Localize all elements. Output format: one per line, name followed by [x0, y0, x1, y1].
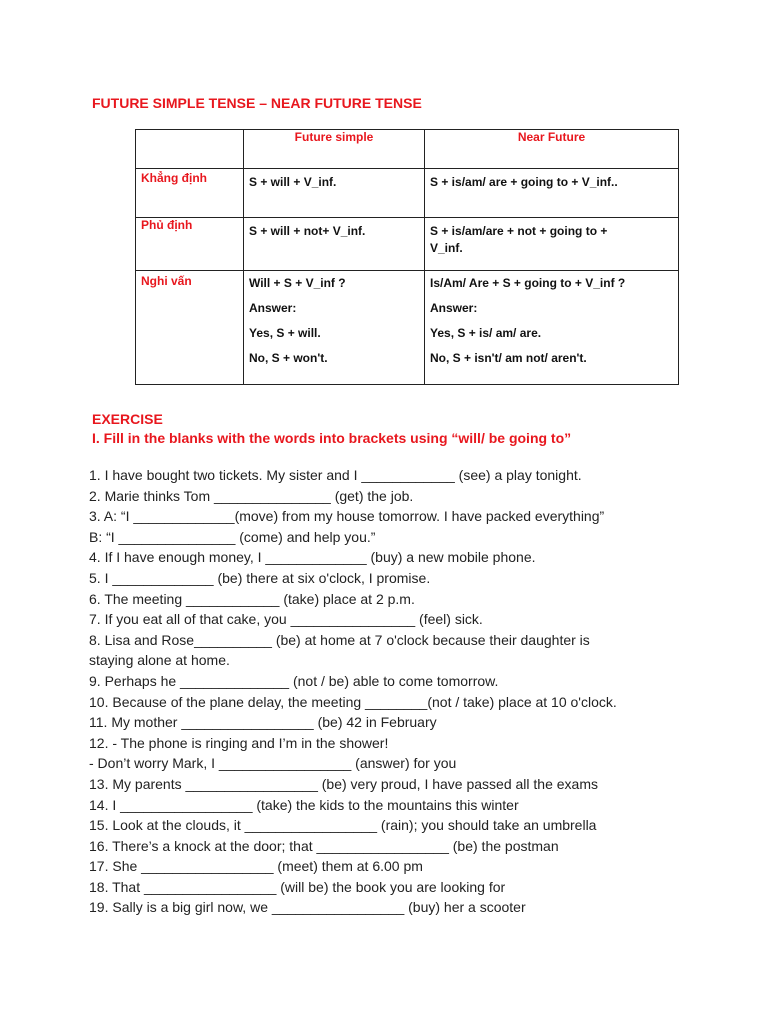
- cell-near-future-question: [425, 271, 679, 385]
- exercise-line: 6. The meeting ____________ (take) place at 2 p.m.: [89, 590, 415, 607]
- exercise-line: - Don’t worry Mark, I _________________ (answer) for you: [89, 755, 457, 772]
- table-row-negative: [136, 218, 679, 271]
- exercise-line: 11. My mother _________________ (be) 42 in February: [89, 714, 437, 731]
- exercise-line: 4. If I have enough money, I _____________ (buy) a new mobile phone.: [89, 549, 536, 566]
- exercise-line: 13. My parents _________________ (be) very proud, I have passed all the exams: [89, 775, 598, 792]
- exercise-line: 3. A: “I _____________(move) from my house tomorrow. I have packed everything”: [89, 508, 605, 525]
- exercise-line: 18. That _________________ (will be) the book you are looking for: [89, 878, 506, 895]
- exercise-heading: EXERCISE: [92, 411, 163, 427]
- row-label-affirmative: Khẳng định: [136, 169, 244, 218]
- exercise-line: 8. Lisa and Rose__________ (be) at home at 7 o'clock because their daughter is: [89, 631, 590, 648]
- cell-future-simple-affirmative: [244, 169, 425, 218]
- header-near-future: Near Future: [425, 130, 679, 169]
- row-label-negative: Phủ định: [136, 218, 244, 271]
- cell-future-simple-question: [244, 271, 425, 385]
- exercise-line: staying alone at home.: [89, 652, 230, 669]
- exercise-line: 12. - The phone is ringing and I’m in the shower!: [89, 734, 389, 751]
- exercise-line: 19. Sally is a big girl now, we _________________ (buy) her a scooter: [89, 899, 526, 916]
- exercise-line: 10. Because of the plane delay, the meeting ________(not / take) place at 10 o'clock.: [89, 693, 617, 710]
- formula-line: Yes, S + is/ am/ are.: [430, 326, 542, 340]
- cell-near-future-negative: [425, 218, 679, 271]
- table-row-question: [136, 271, 679, 385]
- table-header-row: [136, 130, 679, 169]
- formula-line: No, S + won't.: [249, 351, 328, 365]
- formula-line: S + will + not+ V_inf.: [249, 224, 366, 238]
- header-future-simple: Future simple: [244, 130, 425, 169]
- formula-line: No, S + isn't/ am not/ aren't.: [430, 351, 587, 365]
- exercise-line: 7. If you eat all of that cake, you ________________ (feel) sick.: [89, 611, 483, 628]
- row-label-question: Nghi vấn: [136, 271, 244, 385]
- formula-line: V_inf.: [430, 241, 463, 255]
- exercise-line: B: “I _______________ (come) and help you.”: [89, 528, 376, 545]
- formula-line: Yes, S + will.: [249, 326, 321, 340]
- formula-line: Will + S + V_inf ?: [249, 276, 346, 290]
- formula-line: Is/Am/ Are + S + going to + V_inf ?: [430, 276, 626, 290]
- formula-line: S + will + V_inf.: [249, 175, 337, 189]
- page-title: FUTURE SIMPLE TENSE – NEAR FUTURE TENSE: [92, 95, 422, 111]
- exercise-line: 15. Look at the clouds, it _________________ (rain); you should take an umbrella: [89, 817, 597, 834]
- exercise-line: 14. I _________________ (take) the kids to the mountains this winter: [89, 796, 519, 813]
- grammar-table: [135, 129, 679, 385]
- exercise-line: 9. Perhaps he ______________ (not / be) able to come tomorrow.: [89, 672, 499, 689]
- cell-future-simple-negative: [244, 218, 425, 271]
- exercise-line: 17. She _________________ (meet) them at 6.00 pm: [89, 858, 423, 875]
- exercise-instruction: I. Fill in the blanks with the words into brackets using “will/ be going to”: [92, 430, 572, 446]
- exercise-line: 2. Marie thinks Tom _______________ (get) the job.: [89, 487, 414, 504]
- exercise-line: 1. I have bought two tickets. My sister and I ____________ (see) a play tonight.: [89, 467, 582, 483]
- table-row-affirmative: [136, 169, 679, 218]
- exercise-list: [89, 465, 689, 918]
- header-cell-empty: [136, 130, 244, 169]
- exercise-line: 5. I _____________ (be) there at six o'clock, I promise.: [89, 569, 431, 586]
- formula-line: S + is/am/are + not + going to +: [430, 224, 608, 238]
- answer-label: Answer:: [249, 301, 297, 315]
- formula-line: S + is/am/ are + going to + V_inf..: [430, 175, 618, 189]
- answer-label: Answer:: [430, 301, 478, 315]
- cell-near-future-affirmative: [425, 169, 679, 218]
- exercise-line: 16. There’s a knock at the door; that _________________ (be) the postman: [89, 837, 559, 854]
